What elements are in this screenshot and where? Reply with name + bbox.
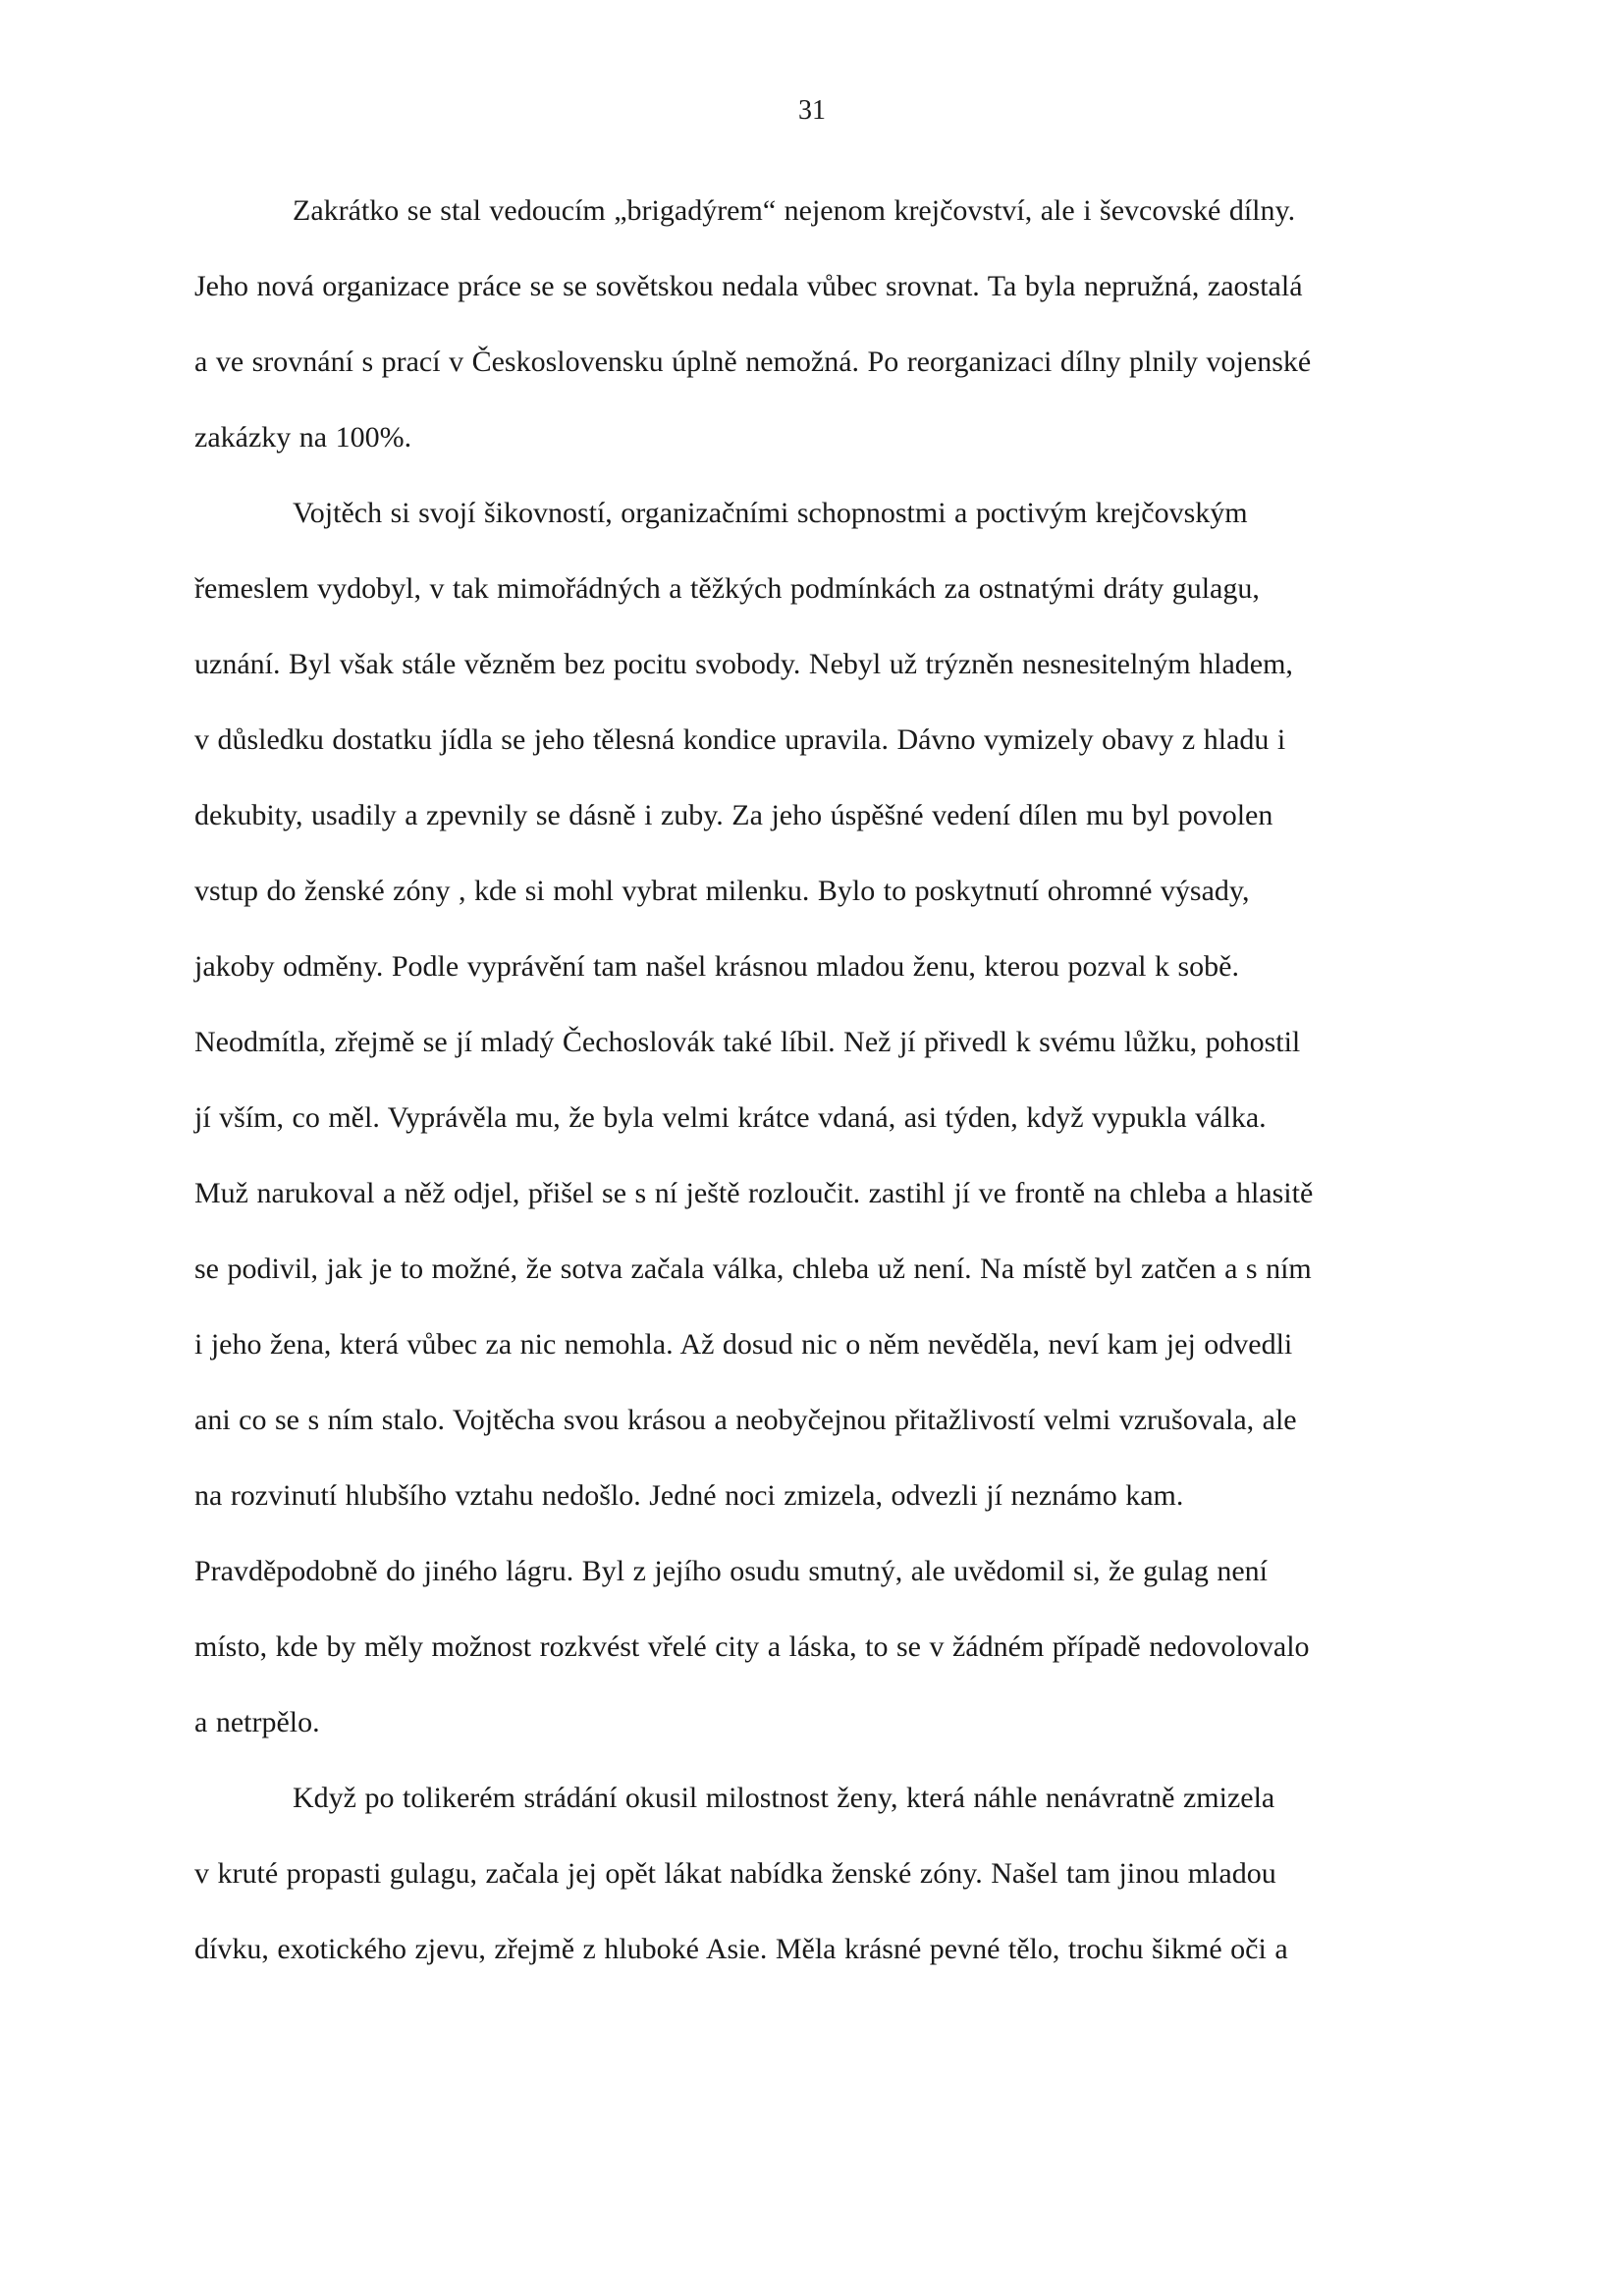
paragraph-first-line: Když po tolikerém strádání okusil milostnost ženy, která náhle nenávratně zmizela: [293, 1782, 1275, 1814]
text-line: Muž narukoval a něž odjel, přišel se s ní ještě rozloučit. zastihl jí ve frontě na chleba a hlasitě: [194, 1177, 1314, 1209]
text-line: dívku, exotického zjevu, zřejmě z hluboké Asie. Měla krásné pevné tělo, trochu šikmé oči a: [194, 1933, 1288, 1965]
text-line: vstup do ženské zóny , kde si mohl vybrat milenku. Bylo to poskytnutí ohromné výsady,: [194, 875, 1250, 907]
page-number: 31: [798, 95, 826, 126]
text-line: a netrpělo.: [194, 1706, 320, 1738]
text-line: a ve srovnání s prací v Československu úplně nemožná. Po reorganizaci dílny plnily vojenské: [194, 346, 1312, 378]
text-line: Pravděpodobně do jiného lágru. Byl z jejího osudu smutný, ale uvědomil si, že gulag není: [194, 1555, 1268, 1587]
text-line: řemeslem vydobyl, v tak mimořádných a těžkých podmínkách za ostnatými dráty gulagu,: [194, 572, 1260, 605]
text-line: jí vším, co měl. Vyprávěla mu, že byla velmi krátce vdaná, asi týden, když vypukla válka.: [194, 1101, 1267, 1134]
text-line: v kruté propasti gulagu, začala jej opět lákat nabídka ženské zóny. Našel tam jinou mladou: [194, 1857, 1276, 1890]
text-line: ani co se s ním stalo. Vojtěcha svou krásou a neobyčejnou přitažlivostí velmi vzrušovala, ale: [194, 1404, 1297, 1436]
paragraph-first-line: Vojtěch si svojí šikovností, organizačními schopnostmi a poctivým krejčovským: [293, 497, 1248, 529]
body-text: [194, 190, 1451, 2004]
text-line: na rozvinutí hlubšího vztahu nedošlo. Jedné noci zmizela, odvezli jí neznámo kam.: [194, 1479, 1184, 1512]
text-line: i jeho žena, která vůbec za nic nemohla. Až dosud nic o něm nevěděla, neví kam jej odvedli: [194, 1328, 1293, 1361]
text-line: se podivil, jak je to možné, že sotva začala válka, chleba už není. Na místě byl zatčen a s ním: [194, 1253, 1312, 1285]
text-line: Neodmítla, zřejmě se jí mladý Čechoslovák také líbil. Než jí přivedl k svému lůžku, pohostil: [194, 1026, 1301, 1058]
paragraph-first-line: Zakrátko se stal vedoucím „brigadýrem“ nejenom krejčovství, ale i ševcovské dílny.: [293, 194, 1296, 227]
text-line: Jeho nová organizace práce se se sovětskou nedala vůbec srovnat. Ta byla nepružná, zaostalá: [194, 270, 1303, 302]
text-line: zakázky na 100%.: [194, 421, 412, 454]
text-line: místo, kde by měly možnost rozkvést vřelé city a láska, to se v žádném případě nedovolovalo: [194, 1630, 1310, 1663]
text-line: dekubity, usadily a zpevnily se dásně i zuby. Za jeho úspěšné vedení dílen mu byl povolen: [194, 799, 1273, 831]
text-line: jakoby odměny. Podle vyprávění tam našel krásnou mladou ženu, kterou pozval k sobě.: [194, 950, 1239, 983]
text-line: uznání. Byl však stále vězněm bez pocitu svobody. Nebyl už trýzněn nesnesitelným hladem,: [194, 648, 1293, 680]
text-line: v důsledku dostatku jídla se jeho tělesná kondice upravila. Dávno vymizely obavy z hladu i: [194, 723, 1286, 756]
